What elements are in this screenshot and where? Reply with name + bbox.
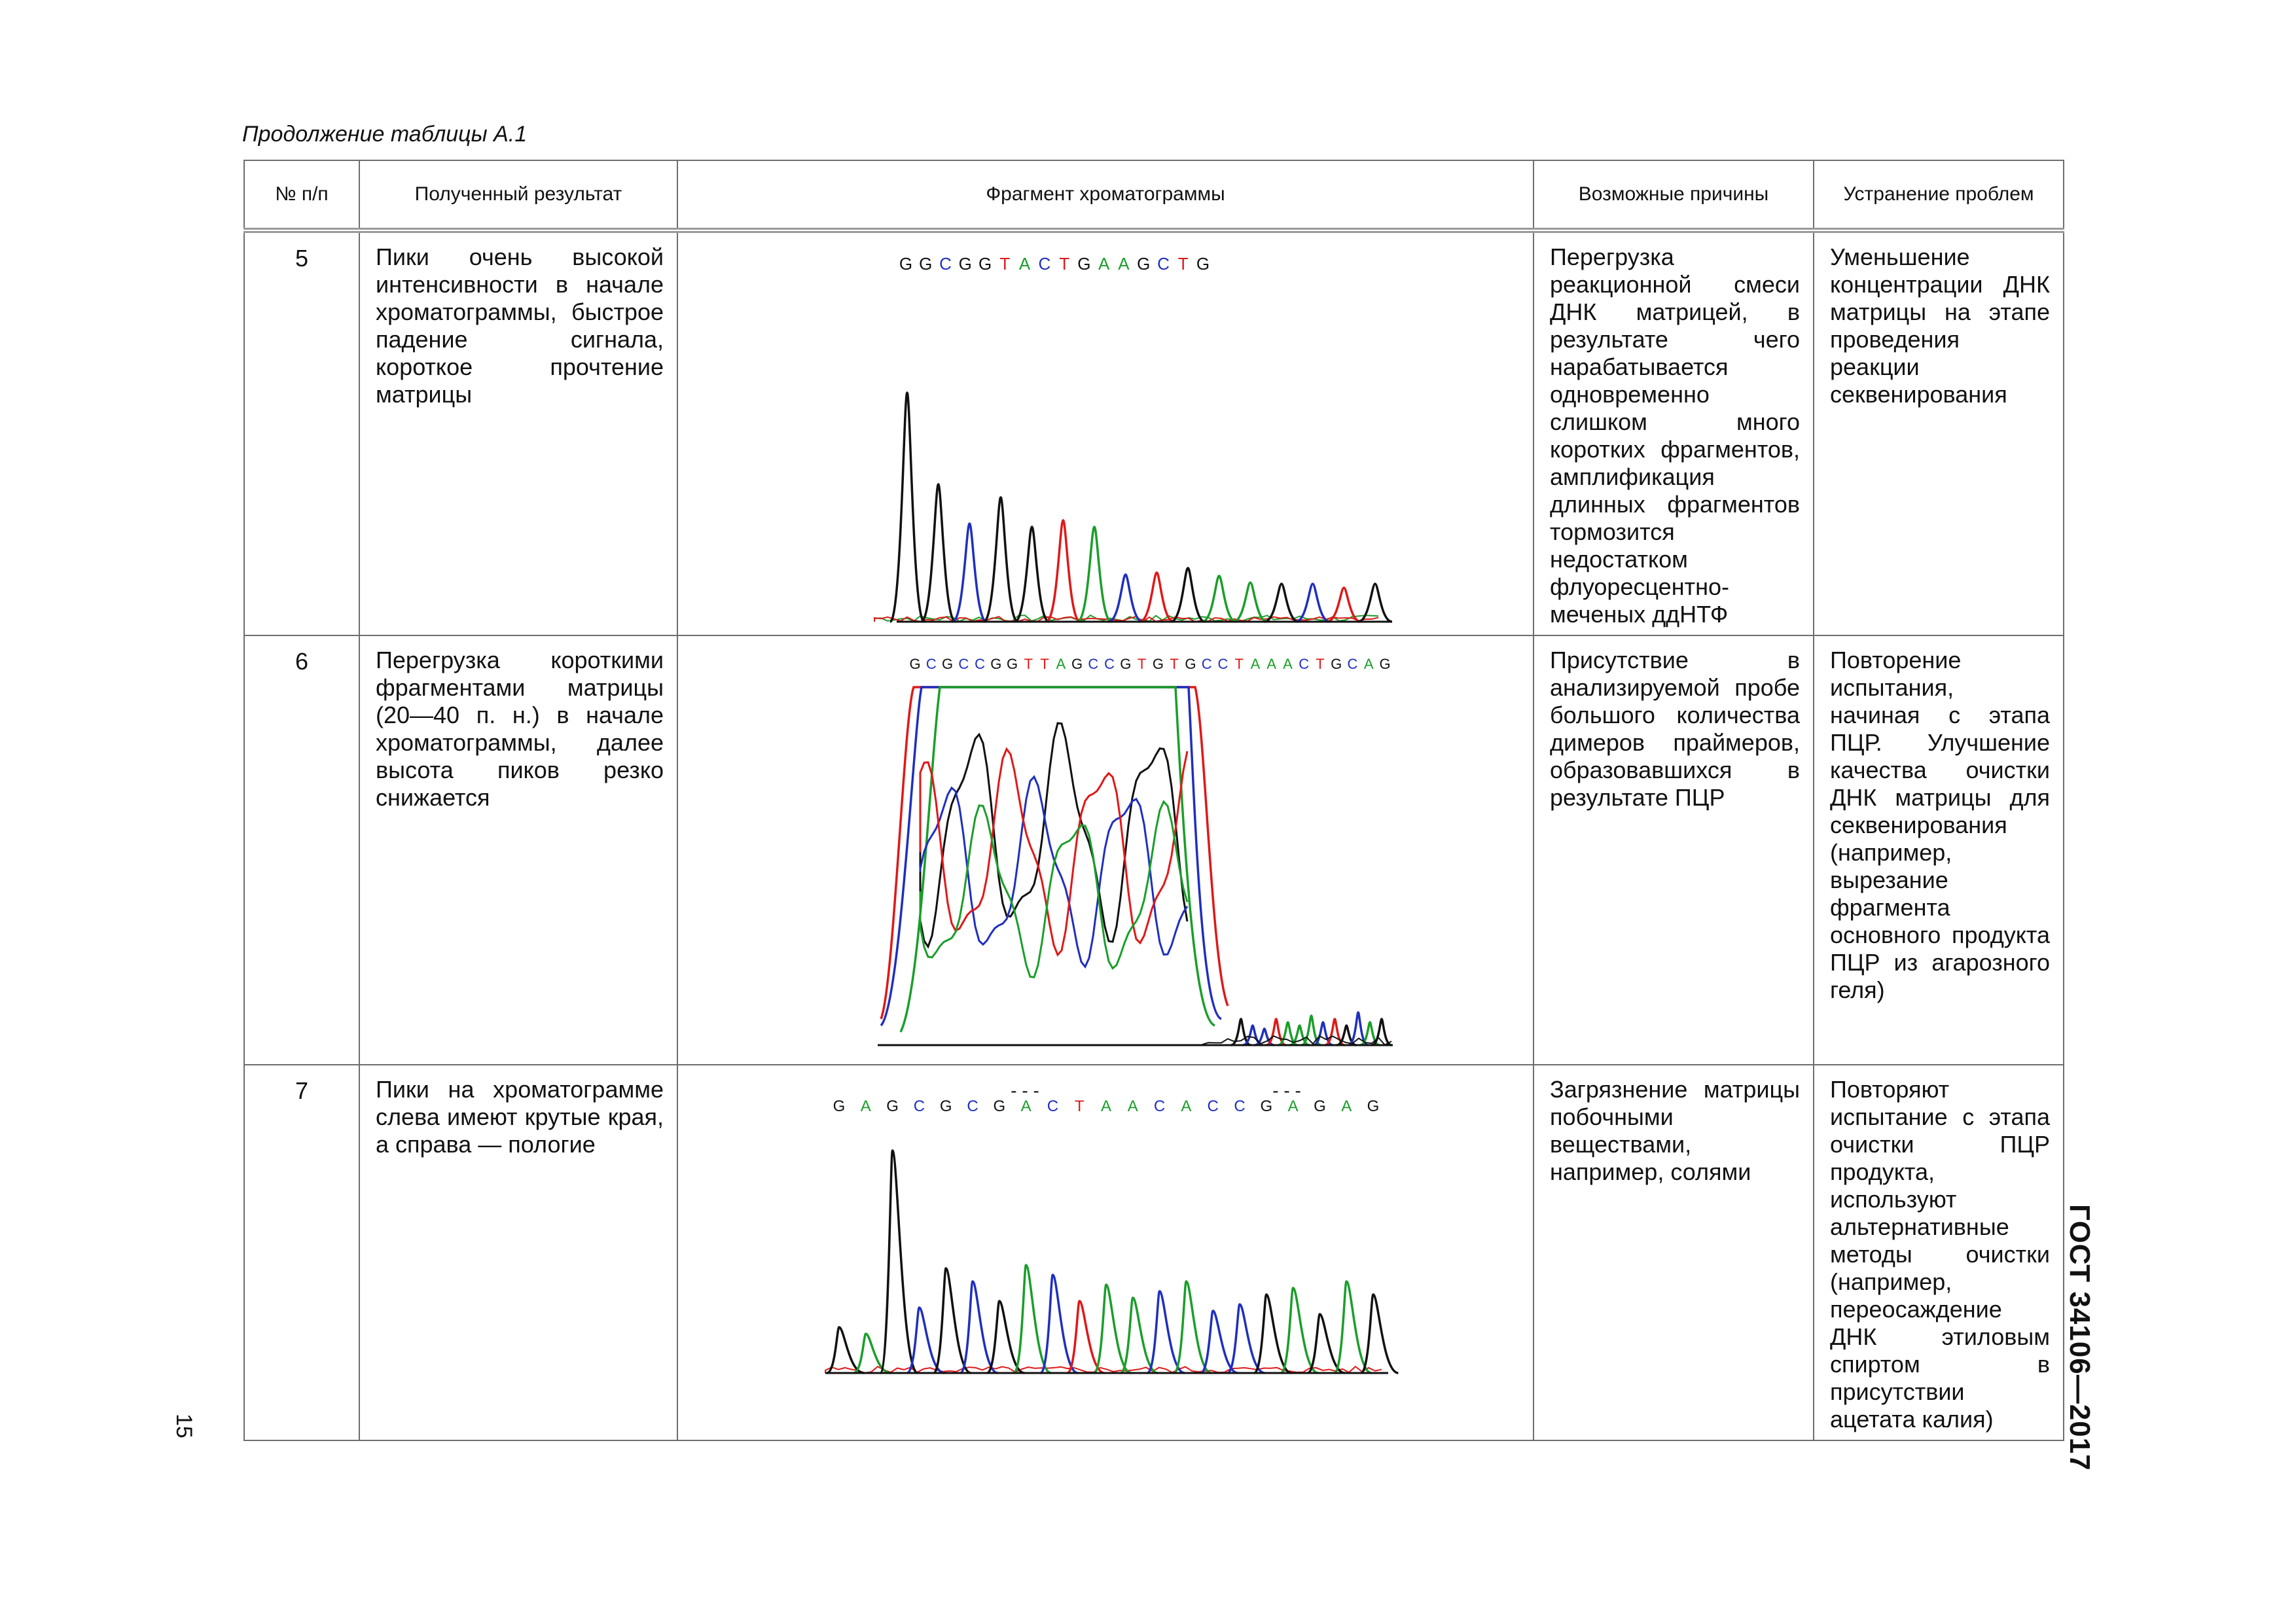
base-call-8: T (1040, 656, 1049, 672)
base-call-4: C (975, 656, 985, 672)
table-row (244, 230, 2064, 635)
row-number: 6 (244, 635, 359, 1065)
trace-peak-9 (1171, 568, 1205, 622)
base-call-29: G (1379, 656, 1391, 672)
base-call-20: T (1234, 656, 1244, 672)
saturated-trace-green (901, 687, 1215, 1032)
trace-peak-7 (1109, 575, 1143, 622)
base-call-14: C (1207, 1097, 1219, 1115)
causes-text: Загрязнение матрицы побочными веществами, например, солями (1534, 1065, 1814, 1440)
base-call-17: A (1287, 1097, 1299, 1115)
base-call-13: A (1181, 1097, 1192, 1115)
base-call-12: C (1153, 1097, 1166, 1115)
base-call-1: A (860, 1097, 871, 1115)
table-header-row (244, 160, 2064, 230)
base-call-22: A (1266, 656, 1277, 672)
trace-peak-10 (1202, 576, 1236, 622)
table-row (244, 635, 2064, 1065)
trace-peak-3 (984, 497, 1018, 622)
header-fix: Устранение проблем (1814, 160, 2064, 230)
base-call-10: G (1071, 656, 1083, 672)
table-caption: Продолжение таблицы А.1 (242, 122, 528, 147)
base-call-7: C (1038, 254, 1051, 274)
trace-peak-8 (1139, 573, 1174, 622)
header-fragment: Фрагмент хроматограммы (677, 160, 1534, 230)
causes-text: Перегрузка реакционной смеси ДНК матрицей, в результате чего нарабатывается одновременно слишком много коротких фрагментов, амплификация длинных фрагментов тормозится недостатком флуоресцентно-меченых ддНТФ (1534, 230, 1814, 635)
base-call-18: G (1314, 1097, 1326, 1115)
row-number: 5 (244, 230, 359, 635)
base-call-3: G (958, 254, 972, 274)
trace-peak-11 (1233, 582, 1267, 622)
trace-peak-6 (1077, 527, 1111, 622)
base-call-2: G (886, 1097, 899, 1115)
base-call-12: G (1137, 254, 1151, 274)
base-call-7: A (1020, 1097, 1031, 1115)
base-call-9: T (1074, 1097, 1085, 1115)
fix-text: Повторяют испытание с этапа очистки ПЦР продукта, используют альтернативные методы очистки (например, переосаждение ДНК этиловым спиртом в присутствии ацетата калия) (1814, 1065, 2064, 1440)
overlap-trace-green (920, 802, 1187, 977)
base-call-7: T (1024, 656, 1033, 672)
base-call-9: A (1056, 656, 1066, 672)
chromatogram-fragment (678, 233, 1534, 633)
result-text: Пики на хроматограмме слева имеют крутые края, а справа — пологие (359, 1065, 677, 1440)
trace-peak-20 (1361, 1294, 1398, 1373)
overlap-trace-blue (920, 777, 1187, 967)
troubleshooting-table (243, 160, 2064, 1441)
base-call-6: A (1018, 254, 1031, 274)
base-call-10: A (1098, 254, 1110, 274)
trace-peak-2 (952, 524, 986, 622)
page-number: 15 (171, 1414, 196, 1438)
base-call-10: A (1100, 1097, 1112, 1115)
base-call-11: A (1118, 254, 1130, 274)
base-call-19: C (1217, 656, 1229, 672)
row-number: 7 (244, 1065, 359, 1440)
header-causes: Возможные причины (1534, 160, 1814, 230)
chromatogram-cell (677, 1065, 1534, 1440)
base-call-26: G (1331, 656, 1342, 672)
base-call-14: T (1177, 254, 1189, 274)
base-call-8: C (1047, 1097, 1059, 1115)
base-call-3: C (913, 1097, 925, 1115)
base-call-11: A (1127, 1097, 1138, 1115)
result-text: Перегрузка короткими фрагментами матрицы (20—40 п. н.) в начале хроматограммы, далее высота пиков резко снижается (359, 635, 677, 1065)
base-call-1: G (919, 254, 933, 274)
fix-text: Уменьшение концентрации ДНК матрицы на этапе проведения реакции секвенирования (1814, 230, 2064, 635)
base-call-6: G (993, 1097, 1006, 1115)
base-call-15: G (1196, 254, 1210, 274)
trace-peak-4 (1015, 527, 1049, 622)
base-call-21: A (1250, 656, 1261, 672)
base-call-13: C (1157, 254, 1170, 274)
base-call-25: T (1316, 656, 1325, 672)
base-call-17: G (1185, 656, 1196, 672)
base-call-4: G (978, 254, 992, 274)
base-call-9: G (1077, 254, 1091, 274)
base-call-15: G (1152, 656, 1164, 672)
trace-peak-12 (1265, 584, 1299, 622)
base-call-16: G (1260, 1097, 1273, 1115)
uncertain-mark-2: - - - (1272, 1080, 1301, 1101)
base-call-6: G (1006, 656, 1018, 672)
fix-text: Повторение испытания, начиная с этапа ПЦР. Улучшение качества очистки ДНК матрицы для секвенирования (например, вырезание фрагмента основного продукта ПЦР из агарозного геля) (1814, 635, 2064, 1065)
base-call-11: C (1088, 656, 1099, 672)
chromatogram-cell (677, 635, 1534, 1065)
base-call-5: G (990, 656, 1002, 672)
base-call-13: G (1120, 656, 1132, 672)
header-result: Полученный результат (359, 160, 677, 230)
base-call-5: C (967, 1097, 978, 1115)
chromatogram-fragment (678, 1065, 1534, 1412)
base-call-27: C (1347, 656, 1358, 672)
uncertain-mark-1: - - - (1011, 1080, 1039, 1101)
base-call-18: C (1201, 656, 1212, 672)
header-number: № п/п (244, 160, 359, 230)
trace-peak-1 (922, 484, 956, 622)
result-text: Пики очень высокой интенсивности в начале хроматограммы, быстрое падение сигнала, короткое прочтение матрицы (359, 230, 677, 635)
base-call-28: A (1363, 656, 1374, 672)
base-call-5: T (999, 254, 1011, 274)
base-call-3: C (958, 656, 969, 672)
base-call-16: T (1170, 656, 1179, 672)
base-call-0: G (833, 1097, 846, 1115)
standard-designation: ГОСТ 34106—2017 (2064, 1204, 2096, 1471)
trace-peak-5 (1046, 520, 1080, 622)
base-call-24: C (1299, 656, 1310, 672)
base-call-0: G (899, 254, 913, 274)
base-call-0: G (909, 656, 921, 672)
chromatogram-cell (677, 230, 1534, 635)
base-call-15: C (1234, 1097, 1246, 1115)
base-call-20: G (1367, 1097, 1380, 1115)
base-call-12: C (1104, 656, 1115, 672)
base-call-19: A (1341, 1097, 1352, 1115)
base-call-4: G (939, 1097, 952, 1115)
trace-peak-2 (880, 1150, 918, 1373)
base-call-23: A (1283, 656, 1293, 672)
saturated-trace-blue (881, 687, 1221, 1026)
base-call-2: G (941, 656, 954, 672)
causes-text: Присутствие в анализируемой пробе большого количества димеров праймеров, образовавшихся в результате ПЦР (1534, 635, 1814, 1065)
base-call-8: T (1059, 254, 1070, 274)
table-row (244, 1065, 2064, 1440)
base-call-14: T (1137, 656, 1147, 672)
trace-peak-0 (890, 393, 924, 622)
base-call-1: C (925, 656, 937, 672)
chromatogram-fragment (678, 636, 1534, 1064)
base-call-2: C (939, 254, 952, 274)
